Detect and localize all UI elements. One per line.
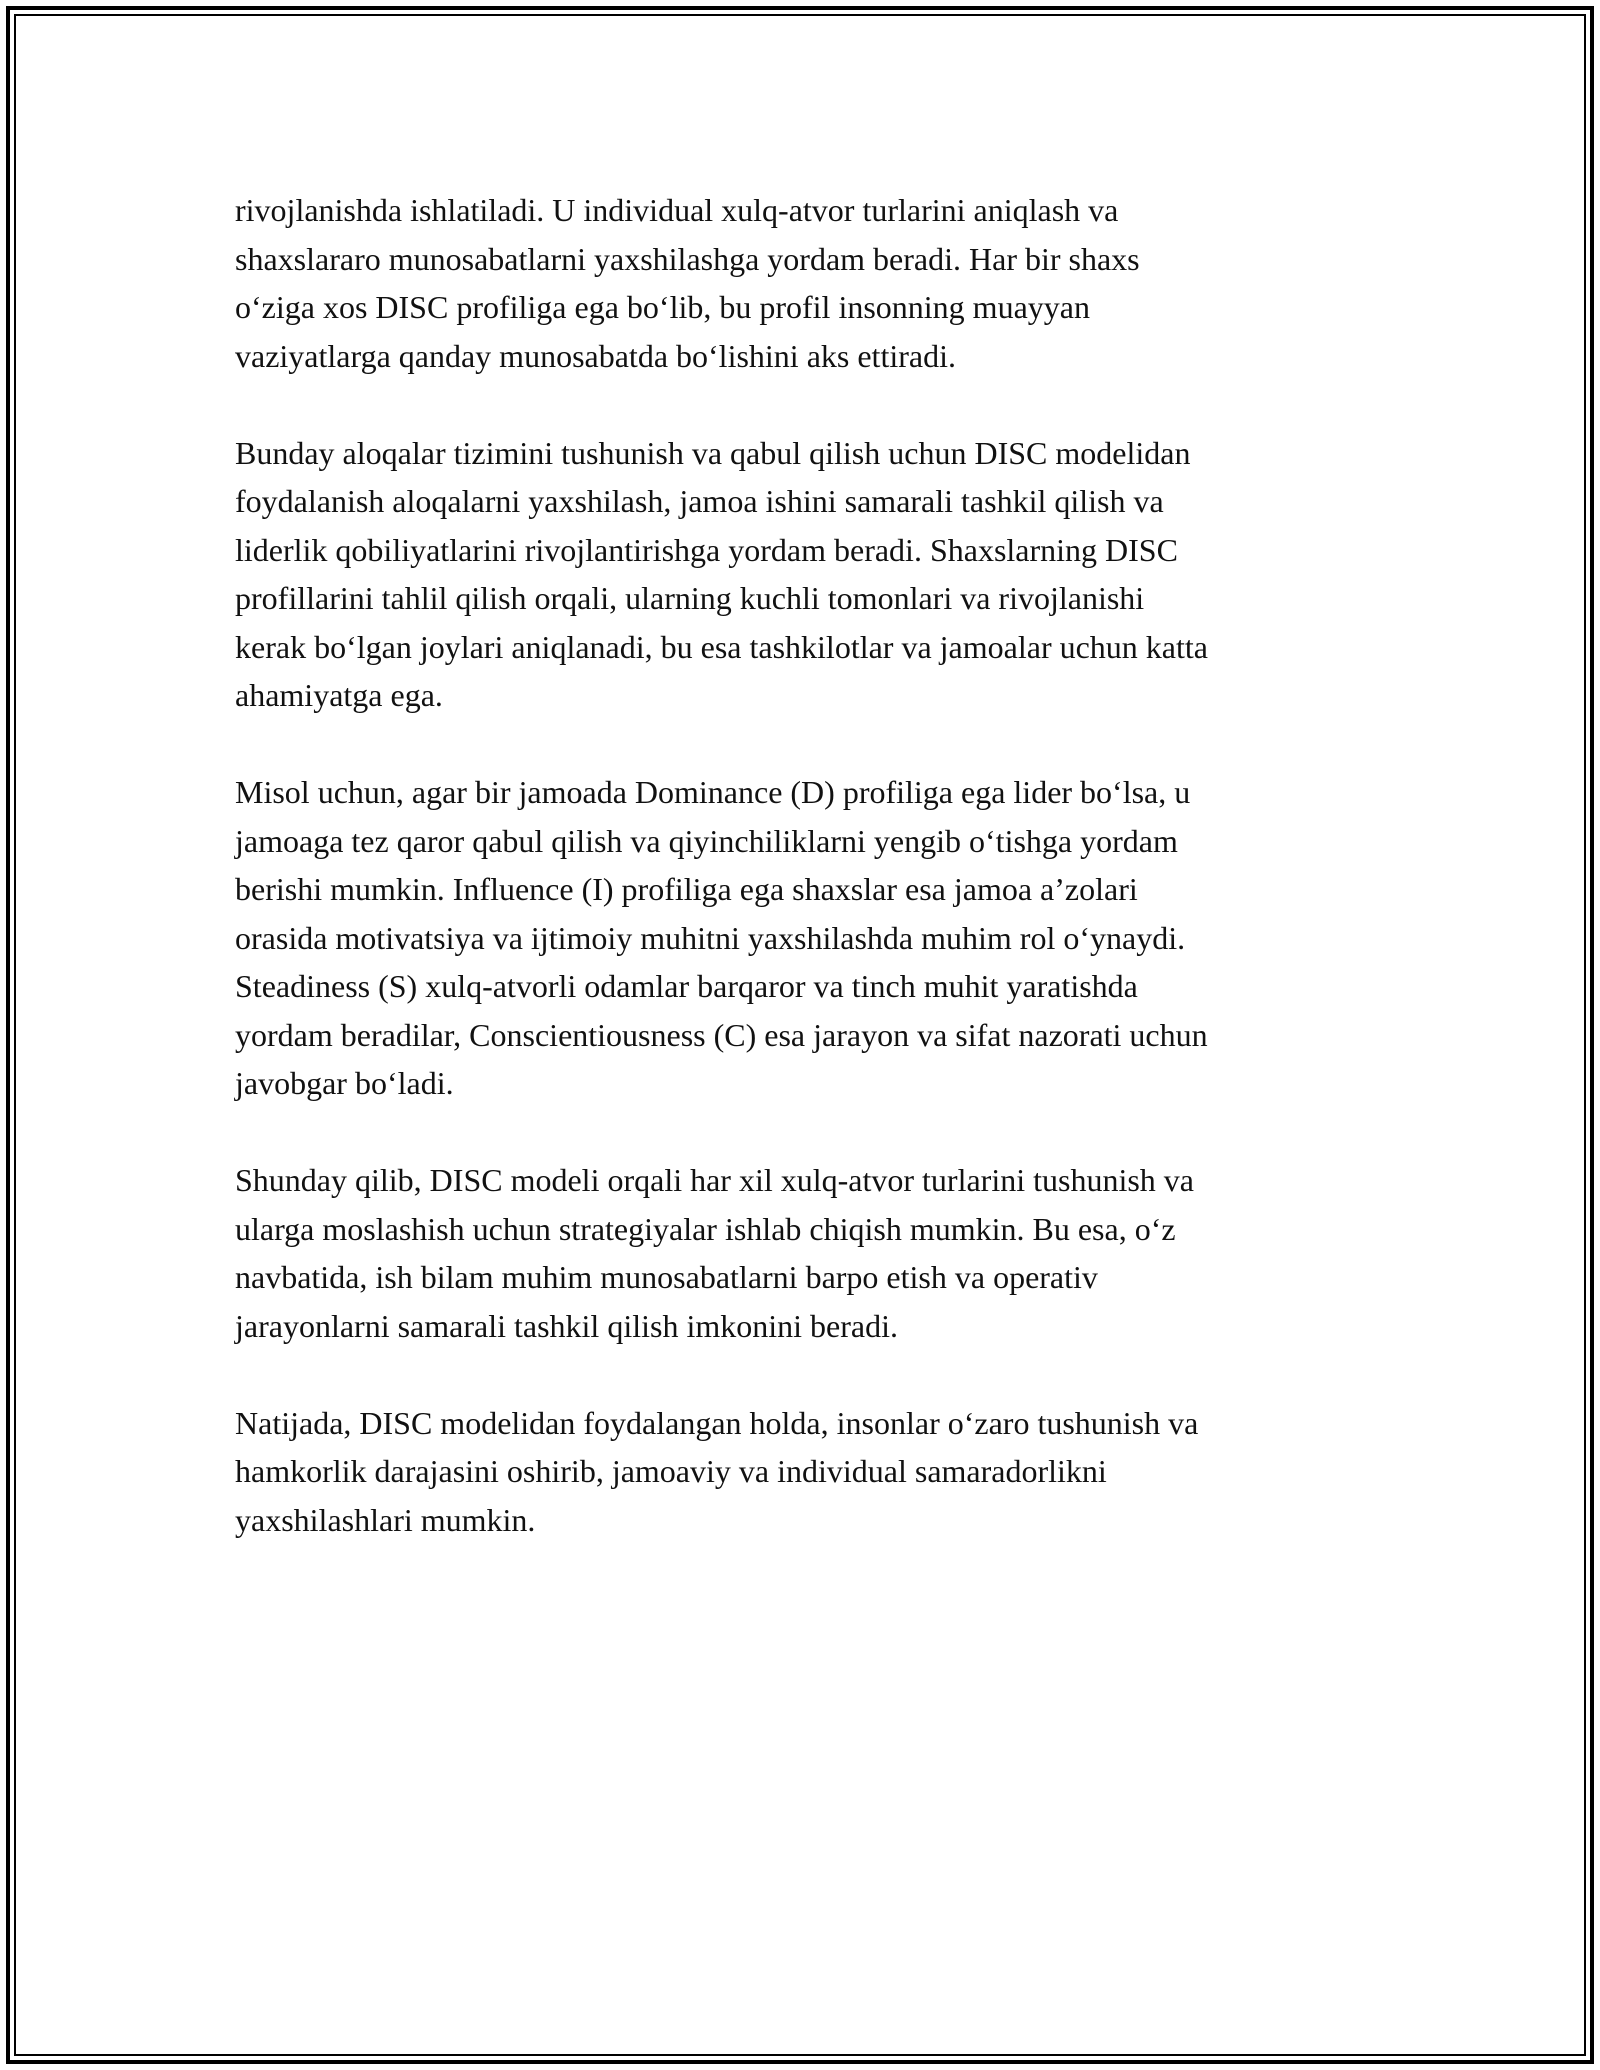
text-line: Natijada, DISC modelidan foydalangan holda, insonlar o‘zaro tushunish va <box>235 1404 1199 1441</box>
text-line: liderlik qobiliyatlarini rivojlantirishga yordam beradi. Shaxslarning DISC <box>235 531 1178 568</box>
paragraph-4 <box>235 1156 1365 1350</box>
text-line: foydalanish aloqalarni yaxshilash, jamoa ishini samarali tashkil qilish va <box>235 483 1164 519</box>
text-line: Bunday aloqalar tizimini tushunish va qabul qilish uchun DISC modelidan <box>235 434 1191 471</box>
text-line: shaxslararo munosabatlarni yaxshilashga yordam beradi. Har bir shaxs <box>235 240 1140 277</box>
text-line: Steadiness (S) xulq-atvorli odamlar barqaror va tinch muhit yaratishda <box>235 968 1138 1004</box>
text-line: yaxshilashlari mumkin. <box>235 1501 536 1538</box>
text-line: hamkorlik darajasini oshirib, jamoaviy va individual samaradorlikni <box>235 1453 1107 1489</box>
text-line: o‘ziga xos DISC profiliga ega bo‘lib, bu profil insonning muayyan <box>235 289 1090 325</box>
text-line: rivojlanishda ishlatiladi. U individual xulq-atvor turlarini aniqlash va <box>235 192 1119 228</box>
paragraph-3 <box>235 768 1365 1108</box>
text-line: ularga moslashish uchun strategiyalar ishlab chiqish mumkin. Bu esa, o‘z <box>235 1210 1176 1247</box>
document-body <box>235 186 1365 1593</box>
text-line: orasida motivatsiya va ijtimoiy muhitni yaxshilashda muhim rol o‘ynaydi. <box>235 919 1186 956</box>
text-line: berishi mumkin. Influence (I) profiliga ega shaxslar esa jamoa a’zolari <box>235 871 1138 907</box>
paragraph-5 <box>235 1399 1365 1545</box>
text-line: kerak bo‘lgan joylari aniqlanadi, bu esa tashkilotlar va jamoalar uchun katta <box>235 628 1208 665</box>
text-line: Shunday qilib, DISC modeli orqali har xil xulq-atvor turlarini tushunish va <box>235 1162 1194 1198</box>
text-line: ahamiyatga ega. <box>235 677 443 713</box>
text-line: profillarini tahlil qilish orqali, ularning kuchli tomonlari va rivojlanishi <box>235 580 1145 616</box>
text-line: Misol uchun, agar bir jamoada Dominance (D) profiliga ega lider bo‘lsa, u <box>235 774 1191 810</box>
paragraph-2 <box>235 429 1365 720</box>
text-line: navbatida, ish bilam muhim munosabatlarni barpo etish va operativ <box>235 1259 1098 1295</box>
text-line: javobgar bo‘ladi. <box>235 1065 454 1101</box>
text-line: vaziyatlarga qanday munosabatda bo‘lishini aks ettiradi. <box>235 337 956 374</box>
text-line: jarayonlarni samarali tashkil qilish imkonini beradi. <box>235 1307 898 1344</box>
text-line: yordam beradilar, Conscientiousness (C) esa jarayon va sifat nazorati uchun <box>235 1016 1208 1053</box>
text-line: jamoaga tez qaror qabul qilish va qiyinchiliklarni yengib o‘tishga yordam <box>235 822 1178 859</box>
paragraph-1 <box>235 186 1365 380</box>
